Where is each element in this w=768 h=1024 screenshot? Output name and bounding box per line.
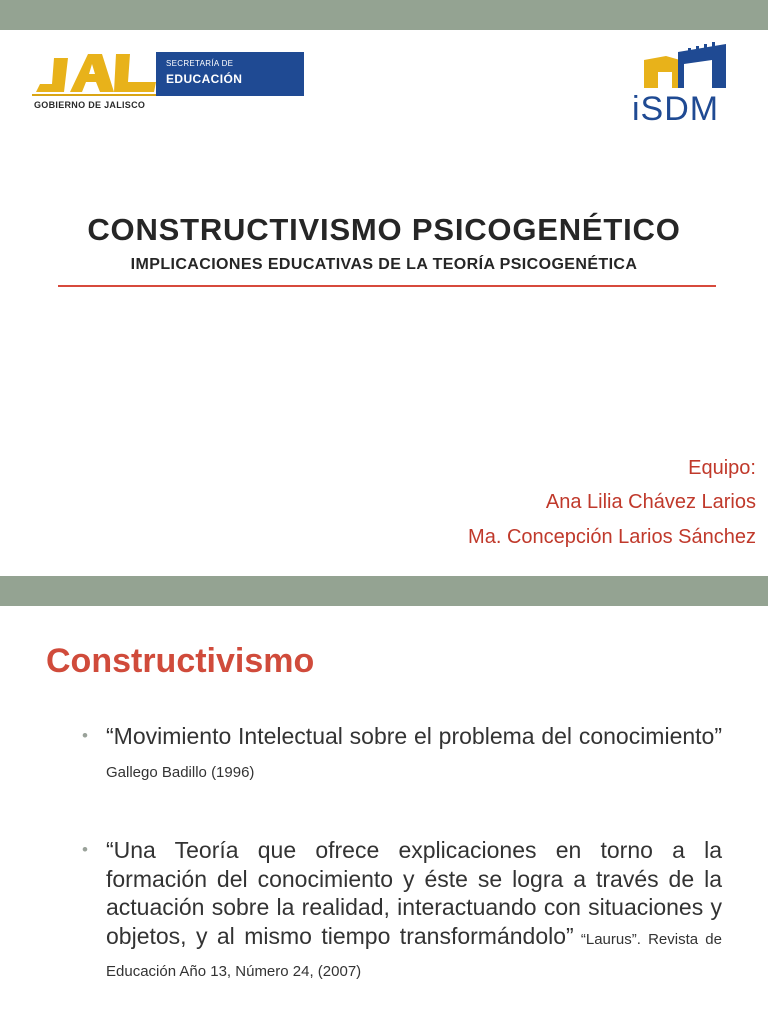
content-slide [0, 606, 768, 1024]
bullet-text [84, 836, 722, 987]
bullet-item [84, 722, 722, 787]
bullet-item [84, 836, 722, 987]
jal-mark-icon [32, 48, 160, 98]
bullet-text [84, 722, 722, 787]
bullet-citation: “Laurus”. Revista de Educación Año 13, Número 24, (2007) [106, 930, 722, 980]
jalisco-education-logo [32, 48, 304, 114]
isdm-wordmark: iSDM [632, 90, 720, 128]
bullet-citation: Gallego Badillo (1996) [106, 763, 255, 781]
gobierno-label: GOBIERNO DE JALISCO [34, 100, 146, 110]
team-label: Equipo: [688, 457, 756, 479]
bullet-quote: “Una Teoría que ofrece explicaciones en torno a la formación del conocimiento y éste se logra a través de la actuación sobre la realidad, interactuando con situaciones y objetos, y al mismo tiempo transformándolo” [106, 837, 722, 949]
team-member-2: Ma. Concepción Larios Sánchez [468, 526, 756, 548]
bullet-dot-icon: • [82, 840, 88, 859]
slide-divider-band [0, 576, 768, 606]
presentation-subtitle: IMPLICACIONES EDUCATIVAS DE LA TEORÍA PSICOGENÉTICA [130, 256, 638, 273]
bullet-dot-icon: • [82, 726, 88, 745]
presentation-title: CONSTRUCTIVISMO PSICOGENÉTICO [87, 212, 681, 247]
educacion-label: EDUCACIÓN [166, 72, 243, 86]
secretaria-label: SECRETARÍA DE [166, 59, 234, 68]
slide-heading: Constructivismo [46, 642, 315, 680]
secretaria-box [156, 52, 304, 96]
team-member-1: Ana Lilia Chávez Larios [545, 491, 756, 513]
bullet-quote: “Movimiento Intelectual sobre el problema del conocimiento” [106, 723, 722, 749]
isdm-building-icon [628, 42, 732, 90]
isdm-logo [628, 42, 732, 128]
top-band [0, 0, 768, 30]
title-divider [58, 285, 716, 287]
title-slide [0, 30, 768, 576]
